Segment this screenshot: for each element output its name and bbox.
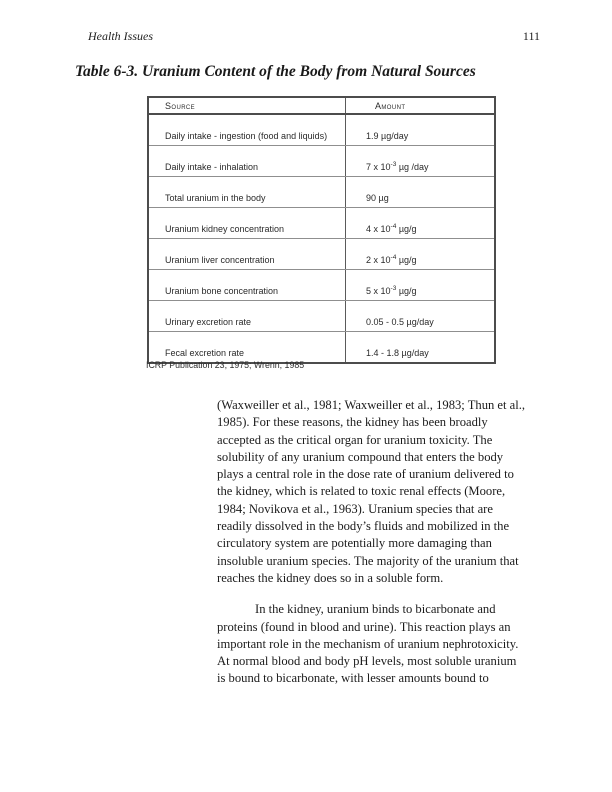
table-header-row [149,98,494,115]
body-paragraph: (Waxweiller et al., 1981; Waxweiller et al., 1983; Thun et al., 1985). For these reasons, the kidney has been broadly accepted as the critical organ for uranium toxicity. The solubility of any uranium compound that enters the body plays a central role in the dose rate of uranium delivered to the kidney, which is related to toxic renal effects (Moore, 1984; Novikova et al., 1963). Uranium species that are readily dissolved in the body’s fluids and mobilized in the circulatory system are potentially more damaging than insoluble uranium species. The majority of the uranium that reaches the kidney does so in a soluble form. [217,398,526,585]
source-cell: Total uranium in the body [149,177,346,207]
amount-cell: 1.9 µg/day [366,131,409,141]
table-row [149,239,494,270]
table-source-note: ICRP Publication 23, 1975; Wrenn, 1985 [146,360,305,370]
amount-cell: 5 x $10^{-3}$ µg/g [366,285,417,296]
source-cell: Daily intake - ingestion (food and liquids) [149,115,346,145]
uranium-content-table [147,96,496,364]
amount-cell: 90 µg [366,193,389,203]
body-text [217,397,562,688]
running-title: Health Issues [88,29,153,43]
source-cell: Fecal excretion rate [149,332,346,362]
column-header-amount: Amount [375,100,406,111]
page-number: 111 [522,29,540,43]
amount-cell: 0.05 - 0.5 µg/day [366,317,434,327]
amount-cell: 4 x $10^{-4}$ µg/g [366,223,417,234]
table-row [149,146,494,177]
source-cell: Daily intake - inhalation [149,146,346,176]
source-cell: Uranium kidney concentration [149,208,346,238]
amount-cell: 1.4 - 1.8 µg/day [366,348,429,358]
table-row [149,332,494,362]
table-row [149,115,494,146]
table-row [149,177,494,208]
table-row [149,301,494,332]
column-header-source: Source [149,98,346,113]
table-row [149,270,494,301]
source-cell: Urinary excretion rate [149,301,346,331]
table-title: Table 6-3. Uranium Content of the Body from Natural Sources [75,63,476,80]
table-row [149,208,494,239]
amount-cell: 2 x $10^{-4}$ µg/g [366,254,417,265]
body-paragraph: In the kidney, uranium binds to bicarbonate and proteins (found in blood and urine). This reaction plays an important role in the mechanism of uranium nephrotoxicity. At normal blood and body pH levels, most soluble uranium is bound to bicarbonate, with lesser amounts bound to [217,602,519,686]
source-cell: Uranium liver concentration [149,239,346,269]
source-cell: Uranium bone concentration [149,270,346,300]
amount-cell: 7 x $10^{-3}$ µg /day [366,161,429,172]
